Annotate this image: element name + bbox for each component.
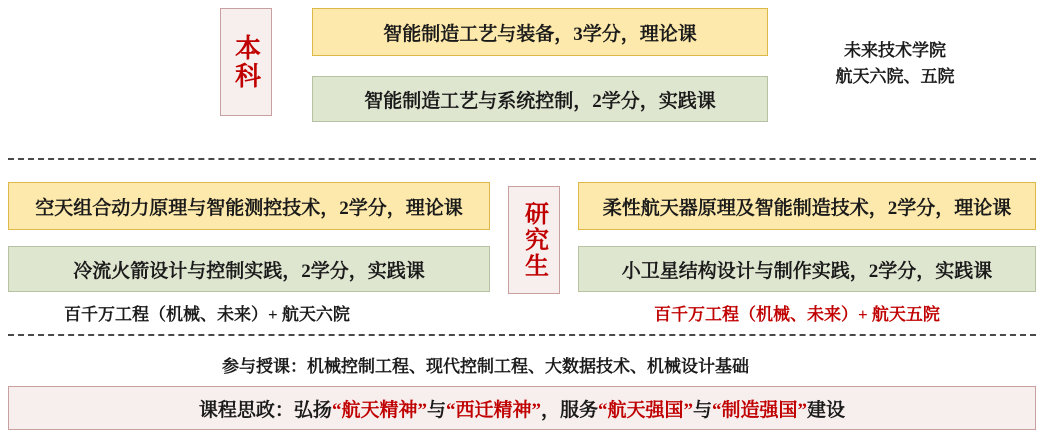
undergrad-side-note-line-1: 未来技术学院 bbox=[844, 41, 946, 60]
banner-prefix: 课程思政：弘扬 bbox=[198, 399, 332, 421]
banner-highlight-3: “航天强国” bbox=[598, 399, 694, 421]
banner-highlight-2: “西迁精神” bbox=[445, 399, 541, 421]
undergrad-course-theory: 智能制造工艺与装备，3学分，理论课 bbox=[312, 8, 768, 56]
graduate-label: 研究生 bbox=[508, 186, 560, 294]
banner-suffix: 建设 bbox=[807, 399, 846, 421]
grad-right-footnote: 百千万工程（机械、未来）+ 航天五院 bbox=[654, 305, 940, 324]
grad-left-footnote: 百千万工程（机械、未来）+ 航天六院 bbox=[64, 305, 350, 324]
banner-highlight-1: “航天精神” bbox=[331, 399, 427, 421]
banner-middle-3: 与 bbox=[693, 399, 713, 421]
grad-left-course-practice: 冷流火箭设计与控制实践，2学分，实践课 bbox=[8, 246, 490, 292]
teaching-note: 参与授课：机械控制工程、现代控制工程、大数据技术、机械设计基础 bbox=[222, 357, 749, 376]
grad-right-course-theory: 柔性航天器原理及智能制造技术，2学分，理论课 bbox=[578, 182, 1036, 230]
banner-middle-2: ，服务 bbox=[540, 399, 598, 421]
curriculum-ideology-banner bbox=[8, 386, 1036, 430]
banner-middle-1: 与 bbox=[426, 399, 446, 421]
banner-highlight-4: “制造强国” bbox=[712, 399, 808, 421]
undergraduate-label: 本科 bbox=[220, 8, 272, 116]
grad-left-course-theory: 空天组合动力原理与智能测控技术，2学分，理论课 bbox=[8, 182, 490, 230]
grad-right-course-practice: 小卫星结构设计与制作实践，2学分，实践课 bbox=[578, 246, 1036, 292]
divider-bottom bbox=[8, 334, 1036, 336]
undergrad-side-note-line-2: 航天六院、五院 bbox=[835, 66, 955, 86]
undergrad-course-practice: 智能制造工艺与系统控制，2学分，实践课 bbox=[312, 76, 768, 122]
divider-top bbox=[8, 158, 1036, 160]
undergrad-side-note bbox=[800, 38, 990, 89]
